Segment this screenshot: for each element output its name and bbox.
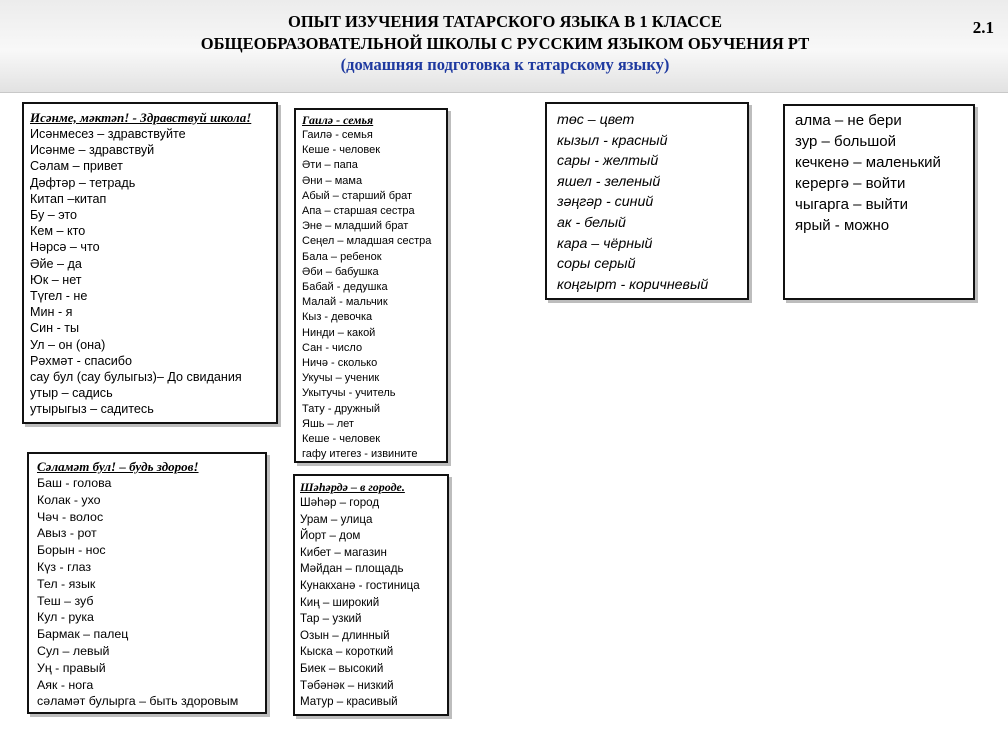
vocab-item: Бу – это	[30, 208, 78, 223]
vocab-item: Биек – высокий	[300, 661, 384, 675]
vocab-item: утыр – садись	[30, 386, 113, 401]
vocab-item: Озын – длинный	[300, 628, 390, 642]
vocab-item: Әби – бабушка	[302, 265, 379, 278]
vocab-item: Киң – широкий	[300, 595, 380, 609]
vocab-item: Сәлам – привет	[30, 159, 123, 174]
vocab-item: кечкенә – маленький	[795, 154, 941, 171]
vocab-item: Урам – улица	[300, 512, 373, 526]
vocab-item: Сеңел – младшая сестра	[302, 235, 432, 248]
vocab-item: Апа – старшая сестра	[302, 205, 415, 218]
vocab-item: Абый – старший брат	[302, 189, 413, 202]
vocab-item: Матур – красивый	[300, 695, 398, 709]
title-line-2: ОБЩЕОБРАЗОВАТЕЛЬНОЙ ШКОЛЫ С РУССКИМ ЯЗЫКОМ ОБУЧЕНИЯ РТ	[200, 34, 810, 53]
vocab-item: Нәрсә – что	[30, 240, 100, 255]
vocab-item: төс – цвет	[557, 112, 635, 128]
vocab-item: Авыз - рот	[37, 526, 97, 541]
vocab-item: Кем – кто	[30, 224, 86, 239]
vocab-item: Мин - я	[30, 305, 73, 320]
vocab-item: Дәфтәр – тетрадь	[30, 175, 136, 190]
vocab-list	[30, 126, 270, 418]
vocab-item: Ул – он (она)	[30, 337, 106, 352]
vocab-item: кызыл - красный	[557, 132, 668, 149]
vocab-item: Рәхмәт - спасибо	[30, 353, 132, 368]
vocab-item: соры серый	[557, 256, 636, 273]
vocab-item: Шәһәр – город	[300, 496, 380, 509]
box-heading: Гаилә - семья	[302, 113, 374, 127]
vocab-item: Укучы – ученик	[302, 372, 380, 385]
vocab-item: Кеше - человек	[302, 433, 381, 446]
vocab-item: Баш - голова	[37, 476, 112, 490]
vocab-item: Укытучы - учитель	[302, 387, 396, 400]
vocab-item: Син - ты	[30, 321, 80, 336]
vocab-box-health	[27, 452, 267, 714]
vocab-list	[795, 110, 963, 236]
vocab-item: коңгырт - коричневый	[557, 276, 709, 293]
title-line-1: ОПЫТ ИЗУЧЕНИЯ ТАТАРСКОГО ЯЗЫКА В 1 КЛАССЕ	[288, 12, 722, 31]
vocab-item: Тату - дружный	[302, 402, 381, 415]
vocab-item: Әти – папа	[302, 159, 358, 172]
vocab-item: Бабай - дедушка	[302, 281, 388, 294]
vocab-box-school	[22, 102, 278, 424]
box-heading: Шәһәрдә – в городе.	[300, 480, 405, 494]
vocab-item: Китап –китап	[30, 191, 107, 206]
vocab-item: гафу итегез - извините	[302, 448, 418, 461]
vocab-item: Әни – мама	[302, 174, 363, 187]
vocab-item: Кунакханә - гостиница	[300, 578, 420, 592]
vocab-box-family	[294, 108, 448, 463]
vocab-item: яшел - зеленый	[557, 173, 661, 190]
slide-header	[0, 0, 1008, 93]
vocab-item: керергә – войти	[795, 175, 906, 192]
vocab-item: сәламәт булырга – быть здоровым	[37, 694, 239, 709]
vocab-item: Малай - мальчик	[302, 296, 388, 309]
vocab-item: Кул - рука	[37, 610, 94, 625]
vocab-item: ярый - можно	[795, 217, 890, 234]
vocab-item: Йорт – дом	[300, 529, 361, 543]
slide-number: 2.1	[972, 18, 994, 37]
vocab-item: кара – чёрный	[557, 235, 653, 252]
vocab-item: Эне – младший брат	[302, 220, 409, 233]
vocab-item: Исәнме – здравствуй	[30, 143, 155, 158]
vocab-item: сау бул (сау булыгыз)– До свидания	[30, 370, 242, 385]
vocab-item: утырыгыз – садитесь	[30, 402, 154, 417]
vocab-item: Бала – ребенок	[302, 250, 382, 263]
vocab-item: Исәнмесез – здравствуйте	[30, 127, 186, 141]
vocab-item: чыгарга – выйти	[795, 196, 908, 213]
vocab-item: Әйе – да	[30, 256, 82, 271]
vocab-box-colors	[545, 102, 749, 300]
vocab-item: Тар – узкий	[300, 612, 362, 626]
vocab-item: Күз - глаз	[37, 559, 92, 574]
box-heading: Исәнме, мәктәп! - Здравствуй школа!	[30, 110, 252, 125]
vocab-item: Бармак – палец	[37, 627, 129, 642]
vocab-item: Теш – зуб	[37, 593, 94, 608]
vocab-item: Тел - язык	[37, 576, 96, 591]
vocab-item: Кыз - девочка	[302, 311, 373, 324]
vocab-item: Түгел - не	[30, 289, 88, 304]
vocab-item: Сан - число	[302, 341, 363, 354]
subtitle: (домашняя подготовка к татарскому языку)	[340, 55, 670, 74]
vocab-item: Мәйдан – площадь	[300, 562, 404, 576]
vocab-item: Юк – нет	[30, 272, 82, 287]
vocab-item: Яшь – лет	[302, 417, 354, 430]
vocab-item: ак - белый	[557, 214, 626, 231]
vocab-item: зур – большой	[795, 133, 896, 150]
vocab-item: сары - желтый	[557, 153, 659, 170]
vocab-item: Кибет – магазин	[300, 545, 387, 559]
vocab-item: Чәч - волос	[37, 509, 104, 524]
vocab-item: Кыска – короткий	[300, 645, 394, 659]
vocab-item: Борын - нос	[37, 543, 106, 558]
vocab-item: зәңгәр - синий	[557, 194, 654, 211]
vocab-item: Нинди – какой	[302, 326, 376, 339]
vocab-list	[37, 475, 257, 710]
vocab-list	[300, 495, 442, 711]
vocab-item: Гаилә - семья	[302, 129, 373, 141]
vocab-box-commands	[783, 104, 975, 300]
vocab-item: Колак - ухо	[37, 492, 101, 507]
vocab-item: алма – не бери	[795, 112, 902, 129]
vocab-list	[302, 128, 440, 462]
box-heading: Сәламәт бул! – будь здоров!	[37, 459, 199, 474]
vocab-box-city	[293, 474, 449, 716]
vocab-item: Тәбәнәк – низкий	[300, 678, 394, 692]
vocab-item: Ничә - сколько	[302, 357, 378, 370]
vocab-list	[557, 110, 737, 295]
vocab-item: Аяк - нога	[37, 677, 94, 692]
vocab-item: Уң - правый	[37, 660, 106, 675]
vocab-item: Кеше - человек	[302, 144, 381, 157]
vocab-item: Сул – левый	[37, 643, 110, 658]
